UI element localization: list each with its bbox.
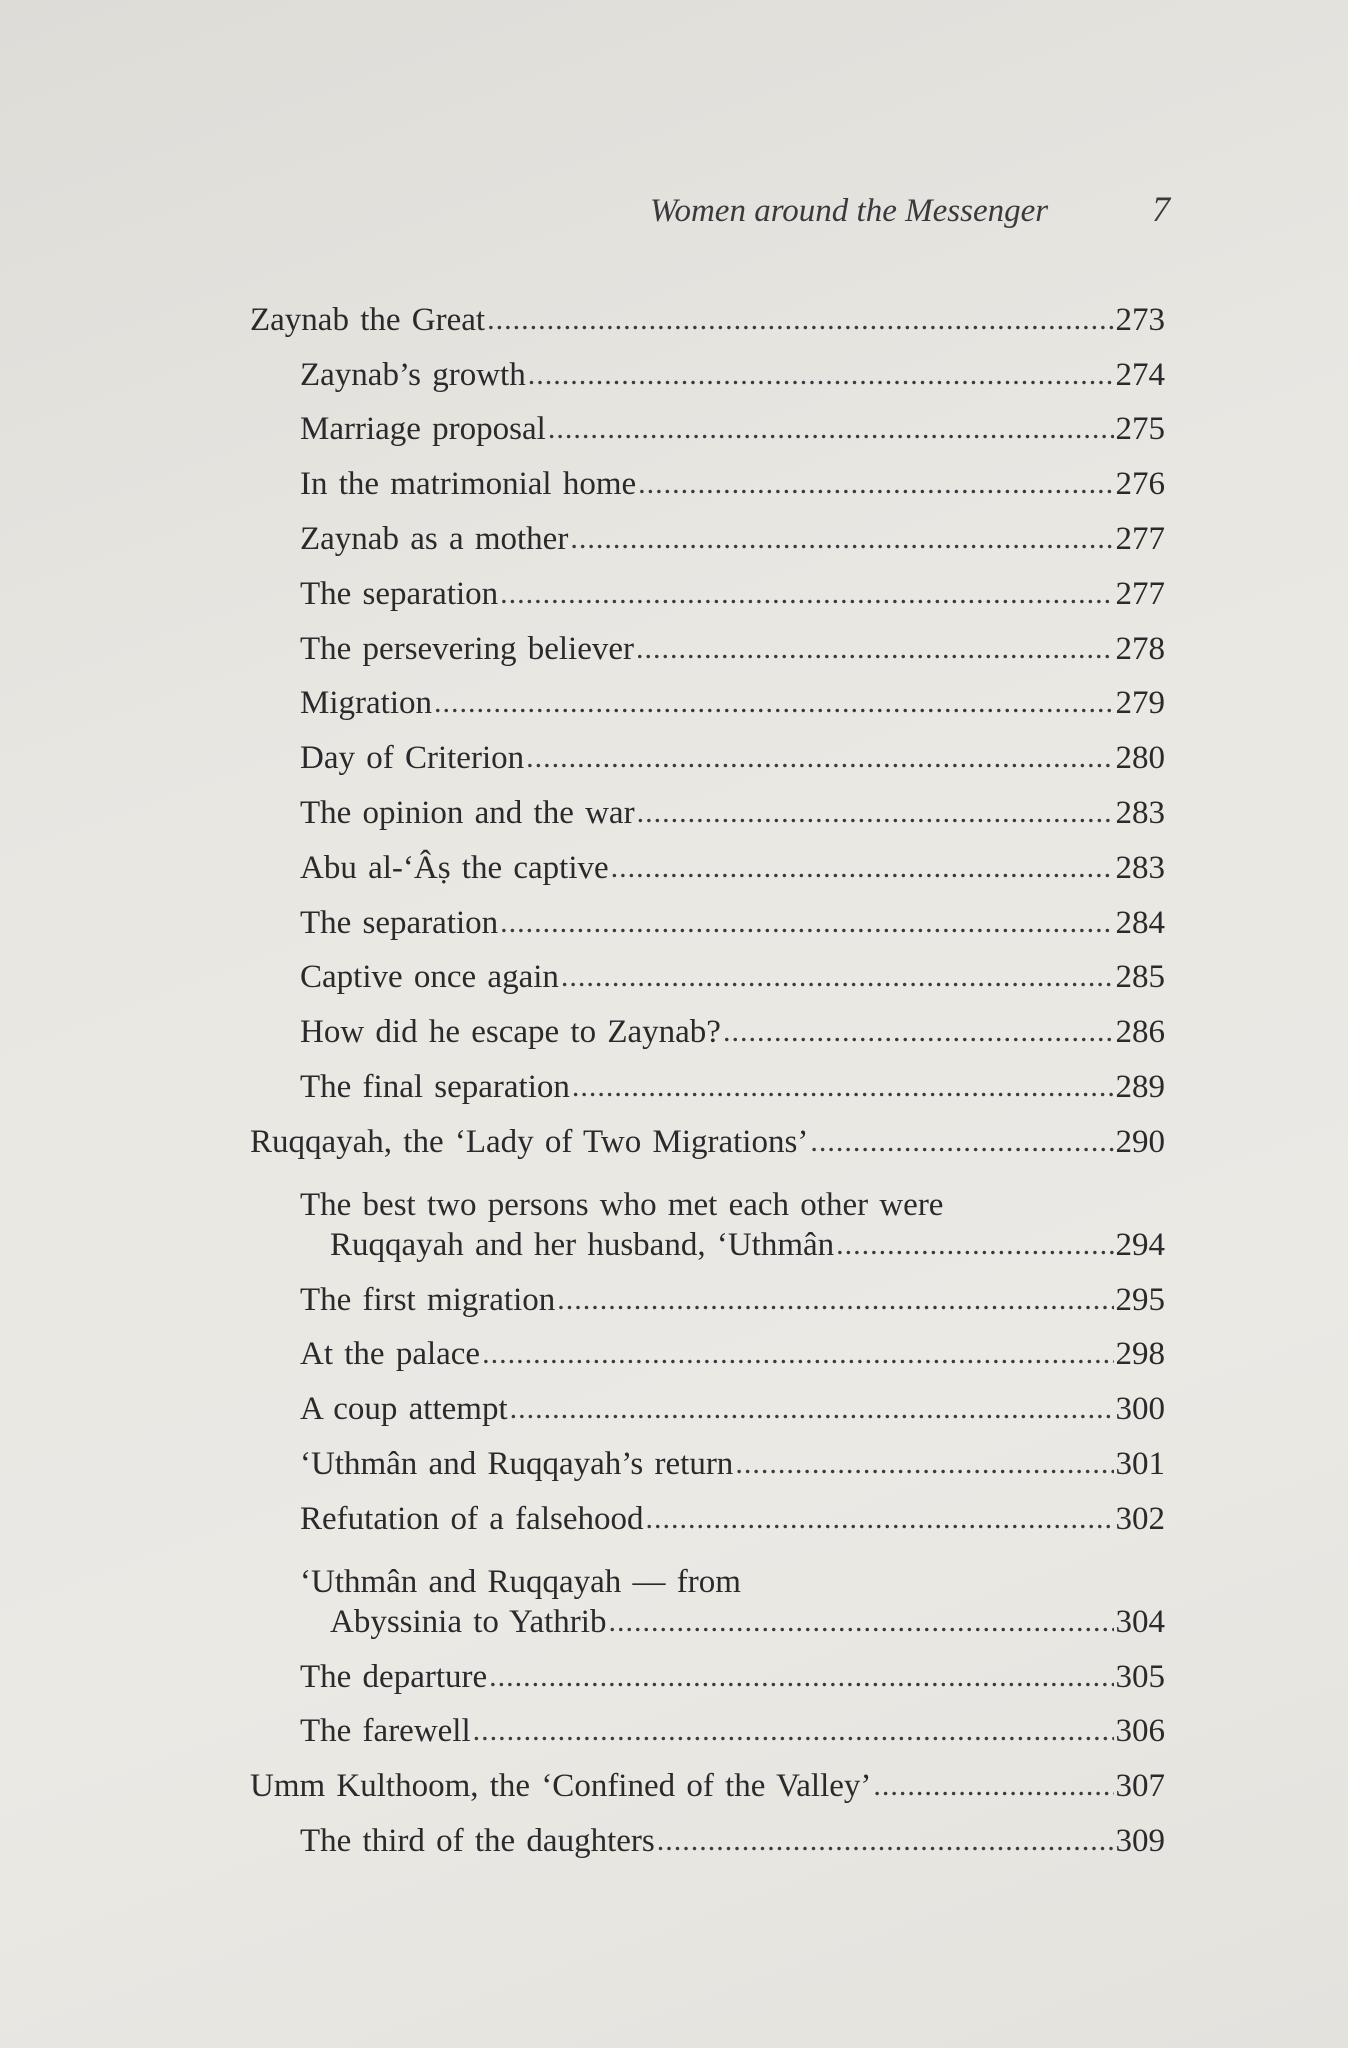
toc-entry-title: Zaynab the Great [250,301,486,338]
dot-leader [434,684,1114,722]
toc-entry-title: Refutation of a falsehood [300,1500,644,1537]
toc-section-entry [250,1702,1165,1757]
toc-page-number: 302 [1115,1500,1165,1537]
dot-leader [836,1226,1113,1264]
toc-section-entry [250,1167,1165,1270]
toc-entry-title: Abu al-‘Âṣ the captive [300,849,609,886]
dot-leader [638,465,1113,503]
dot-leader [723,1013,1114,1051]
toc-chapter-entry [250,1112,1165,1167]
toc-page-number: 285 [1115,959,1165,996]
toc-entry-title: How did he escape to Zaynab? [300,1014,721,1051]
toc-page-number: 295 [1115,1281,1165,1318]
toc-page-number: 304 [1115,1603,1165,1640]
toc-section-entry [250,564,1165,619]
dot-leader [489,1658,1113,1696]
dot-leader [608,1603,1113,1641]
toc-entry-title: Ruqqayah, the ‘Lady of Two Migrations’ [250,1123,809,1160]
toc-section-entry [250,619,1165,674]
toc-section-entry [250,838,1165,893]
toc-page-number: 283 [1115,849,1165,886]
toc-page-number: 279 [1115,685,1165,722]
toc-section-entry [250,1379,1165,1434]
toc-section-entry [250,1434,1165,1489]
toc-page-number: 298 [1115,1336,1165,1373]
dot-leader [482,1335,1113,1373]
toc-chapter-entry [250,1756,1165,1811]
toc-section-entry [250,728,1165,783]
toc-page-number: 300 [1115,1391,1165,1428]
dot-leader [473,1712,1114,1750]
toc-section-entry [250,400,1165,455]
toc-section-entry [250,893,1165,948]
toc-entry-title: The best two persons who met each other were [300,1186,944,1223]
toc-section-entry [250,674,1165,729]
toc-page-number: 309 [1115,1822,1165,1859]
toc-page-number: 306 [1115,1713,1165,1750]
toc-entry-title: Migration [300,685,432,722]
toc-entry-title: A coup attempt [300,1391,508,1428]
toc-section-entry [250,783,1165,838]
dot-leader [528,356,1114,394]
dot-leader [572,1068,1114,1106]
toc-page-number: 273 [1115,301,1165,338]
toc-page-number: 278 [1115,630,1165,667]
toc-chapter-entry [250,290,1165,345]
dot-leader [636,630,1113,668]
toc-entry-title: Umm Kulthoom, the ‘Confined of the Valley’ [250,1768,872,1805]
toc-section-entry [250,1489,1165,1544]
toc-section-entry [250,454,1165,509]
dot-leader [611,849,1114,887]
toc-page-number: 283 [1115,794,1165,831]
dot-leader [873,1767,1113,1805]
toc-section-entry [250,345,1165,400]
toc-section-entry [250,509,1165,564]
toc-page-number: 307 [1115,1768,1165,1805]
toc-entry-title: The departure [300,1658,488,1695]
dot-leader [548,410,1114,448]
toc-page-number: 277 [1115,520,1165,557]
dot-leader [500,904,1113,942]
toc-page-number: 276 [1115,466,1165,503]
toc-entry-title: The opinion and the war [300,794,635,831]
dot-leader [526,739,1113,777]
toc-section-entry [250,1811,1165,1866]
dot-leader [557,1281,1113,1319]
toc-page-number: 277 [1115,575,1165,612]
toc-section-entry [250,1057,1165,1112]
toc-entry-title: The third of the daughters [300,1822,655,1859]
toc-entry-title: In the matrimonial home [300,466,637,503]
toc-entry-title-continued: Ruqqayah and her husband, ‘Uthmân [330,1226,835,1263]
toc-entry-title: The first migration [300,1281,556,1318]
toc-entry-title: ‘Uthmân and Ruqqayah’s return [300,1445,734,1482]
toc-page-number: 294 [1115,1226,1165,1263]
toc-entry-title: At the palace [300,1336,481,1373]
table-of-contents [250,290,1165,1866]
toc-entry-title: Marriage proposal [300,411,546,448]
dot-leader [510,1390,1114,1428]
dot-leader [637,794,1114,832]
toc-section-entry [250,1544,1165,1647]
toc-section-entry [250,948,1165,1003]
toc-section-entry [250,1325,1165,1380]
toc-entry-title-continued: Abyssinia to Yathrib [330,1603,607,1640]
running-header [650,188,1170,238]
toc-page-number: 290 [1115,1123,1165,1160]
toc-entry-title: The farewell [300,1713,471,1750]
toc-entry-title: ‘Uthmân and Ruqqayah — from [300,1563,741,1600]
toc-page-number: 289 [1115,1068,1165,1105]
toc-entry-title: Captive once again [300,959,559,996]
dot-leader [561,958,1114,996]
dot-leader [500,575,1113,613]
toc-page-number: 280 [1115,740,1165,777]
toc-page-number: 275 [1115,411,1165,448]
toc-section-entry [250,1647,1165,1702]
toc-entry-title: The persevering believer [300,630,635,667]
toc-entry-title: Day of Criterion [300,740,525,777]
dot-leader [487,301,1113,339]
toc-entry-title: The separation [300,904,499,941]
toc-entry-title: Zaynab’s growth [300,356,526,393]
toc-page-number: 286 [1115,1014,1165,1051]
dot-leader [657,1822,1114,1860]
toc-page-number: 284 [1115,904,1165,941]
dot-leader [810,1123,1113,1161]
toc-section-entry [250,1270,1165,1325]
toc-page-number: 301 [1115,1445,1165,1482]
toc-entry-title: The separation [300,575,499,612]
toc-page-number: 274 [1115,356,1165,393]
toc-section-entry [250,1002,1165,1057]
toc-entry-title: The final separation [300,1068,570,1105]
page-number: 7 [1152,189,1170,229]
toc-entry-title: Zaynab as a mother [300,520,569,557]
dot-leader [645,1500,1113,1538]
running-header-title: Women around the Messenger [650,193,1049,229]
dot-leader [570,520,1113,558]
dot-leader [735,1445,1113,1483]
toc-page-number: 305 [1115,1658,1165,1695]
